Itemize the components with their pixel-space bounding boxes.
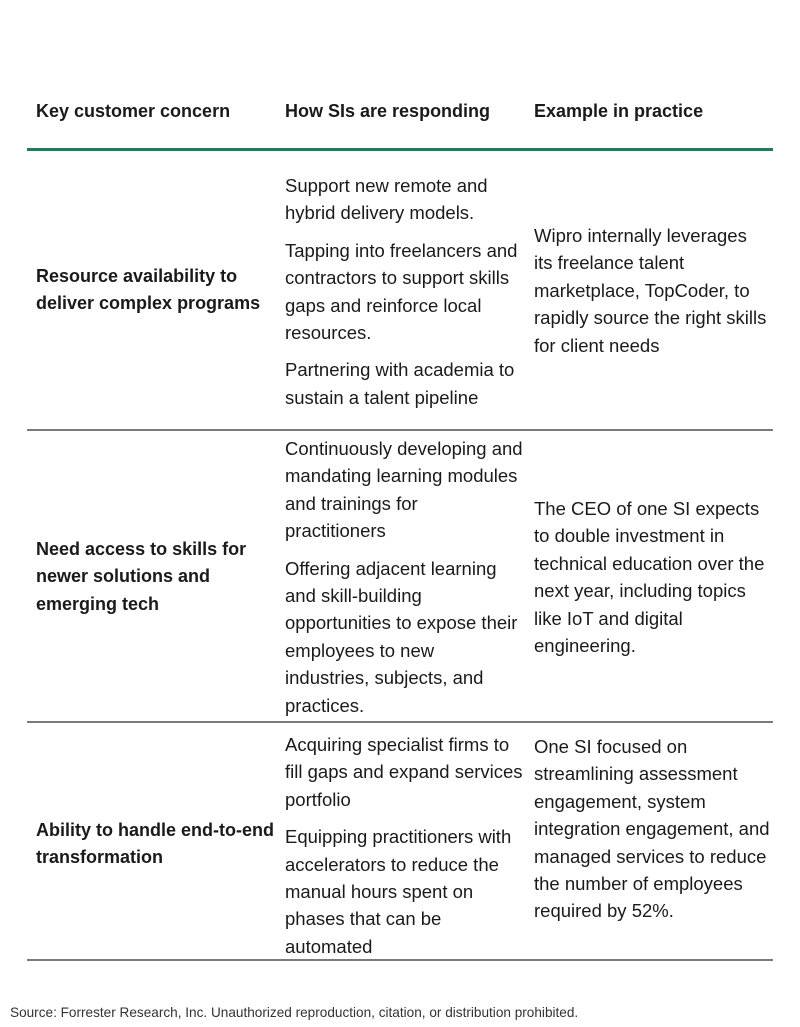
row-responses [285, 172, 523, 421]
response-item: Offering adjacent learning and skill-building opportunities to expose their employees to new industries, subjects, and practices. [285, 557, 518, 716]
row-concern: Ability to handle end-to-end transformation [36, 820, 274, 868]
table-row [27, 151, 773, 429]
header-how-sis-responding: How SIs are responding [285, 101, 491, 121]
row-example: One SI focused on streamlining assessment engagement, system integration engagement, and managed services to reduce the number of employees required by 52%. [534, 736, 770, 922]
response-item: Equipping practitioners with accelerators to reduce the manual hours spent on phases that can be automated [285, 826, 512, 957]
row-responses [285, 435, 523, 729]
row-example: Wipro internally leverages its freelance talent marketplace, TopCoder, to rapidly source the right skills for client needs [534, 225, 767, 356]
table-row [27, 723, 773, 959]
row-concern: Resource availability to deliver complex programs [36, 266, 261, 314]
response-item: Partnering with academia to sustain a talent pipeline [285, 359, 515, 408]
header-example-in-practice: Example in practice [534, 101, 704, 121]
row-divider [27, 959, 773, 961]
response-item: Tapping into freelancers and contractors to support skills gaps and reinforce local resources. [285, 239, 518, 344]
table-row [27, 431, 773, 721]
row-responses [285, 731, 523, 970]
table-header-row [27, 96, 773, 126]
header-key-customer-concern: Key customer concern [36, 101, 231, 121]
source-note: Source: Forrester Research, Inc. Unauthorized reproduction, citation, or distribution prohibited. [10, 1005, 579, 1020]
response-item: Continuously developing and mandating learning modules and trainings for practitioners [285, 438, 523, 542]
response-item: Acquiring specialist firms to fill gaps and expand services portfolio [285, 734, 523, 810]
response-item: Support new remote and hybrid delivery models. [285, 175, 488, 224]
row-concern: Need access to skills for newer solutions and emerging tech [36, 539, 247, 614]
row-example: The CEO of one SI expects to double investment in technical education over the next year, including topics like IoT and digital engineering. [534, 498, 765, 657]
